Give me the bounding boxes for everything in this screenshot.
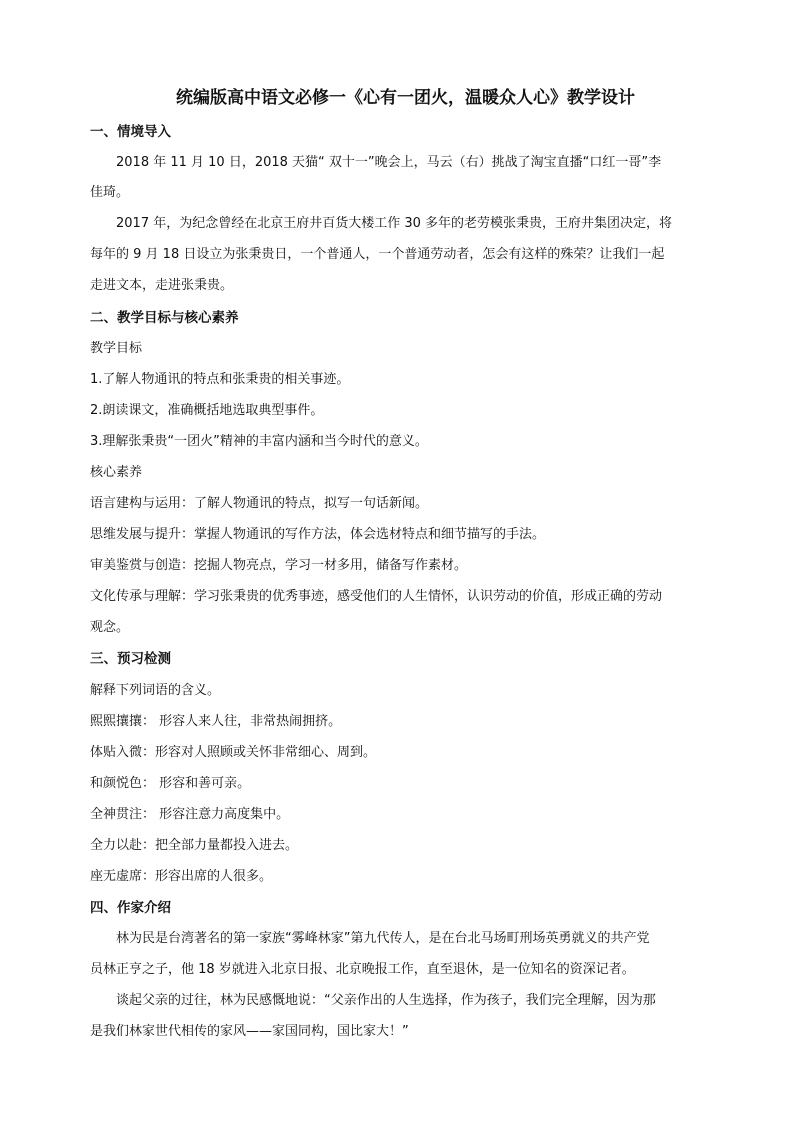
paragraph-line: 走进文本，走进张秉贵。 [90, 278, 234, 293]
subheading-teaching-goals: 教学目标 [90, 341, 143, 356]
core-item: 思维发展与提升：掌握人物通讯的写作方法，体会选材特点和细节描写的手法。 [90, 527, 546, 542]
goal-item: 1.了解人物通讯的特点和张秉贵的相关事迹。 [90, 372, 350, 387]
core-item: 审美鉴赏与创造：挖掘人物亮点，学习一材多用，储备写作素材。 [90, 558, 468, 573]
document-title: 统编版高中语文必修一《心有一团火，温暖众人心》教学设计 [176, 88, 635, 108]
vocab-item: 座无虚席：形容出席的人很多。 [90, 869, 273, 884]
paragraph-line: 佳琦。 [90, 185, 130, 200]
section-heading-goals: 二、教学目标与核心素养 [90, 310, 239, 326]
section-heading-author: 四、作家介绍 [90, 900, 171, 916]
vocab-item: 熙熙攘攘： 形容人来人往，非常热闹拥挤。 [90, 714, 342, 729]
paragraph-line: 谈起父亲的过往，林为民感慨地说：“父亲作出的人生选择，作为孩子，我们完全理解，因为那 [116, 993, 656, 1008]
paragraph-line: 员林正亨之子，他 18 岁就进入北京日报、北京晚报工作，直至退休，是一位知名的资深记者。 [90, 962, 635, 977]
vocab-item: 体贴入微：形容对人照顾或关怀非常细心、周到。 [90, 745, 377, 760]
preview-intro: 解释下列词语的含义。 [90, 683, 221, 698]
core-item: 文化传承与理解：学习张秉贵的优秀事迹，感受他们的人生情怀，认识劳动的价值，形成正确的劳动 [90, 589, 663, 604]
paragraph-line: 林为民是台湾著名的第一家族“雾峰林家”第九代传人，是在台北马场町刑场英勇就义的共产党 [116, 931, 650, 946]
paragraph-line: 每年的 9 月 18 日设立为张秉贵日，一个普通人，一个普通劳动者，怎会有这样的殊荣？让我们一起 [90, 247, 665, 262]
paragraph-line: 2018 年 11 月 10 日，2018 天猫“ 双十一”晚会上，马云（右）挑战了淘宝直播“口红一哥”李 [116, 155, 662, 170]
section-heading-situation: 一、情境导入 [90, 124, 171, 140]
section-heading-preview: 三、预习检测 [90, 651, 171, 667]
vocab-item: 和颜悦色： 形容和善可亲。 [90, 776, 251, 791]
subheading-core-literacy: 核心素养 [90, 465, 143, 480]
vocab-item: 全神贯注： 形容注意力高度集中。 [90, 807, 290, 822]
paragraph-line: 2017 年，为纪念曾经在北京王府井百货大楼工作 30 多年的老劳模张秉贵，王府井集团决定，将 [116, 216, 673, 231]
core-item-continued: 观念。 [90, 620, 130, 635]
goal-item: 3.理解张秉贵“一团火”精神的丰富内涵和当今时代的意义。 [90, 434, 428, 449]
paragraph-line: 是我们林家世代相传的家风——家国同构，国比家大！” [90, 1024, 409, 1039]
vocab-item: 全力以赴：把全部力量都投入进去。 [90, 838, 299, 853]
core-item: 语言建构与运用：了解人物通讯的特点，拟写一句话新闻。 [90, 496, 429, 511]
goal-item: 2.朗读课文，准确概括地选取典型事件。 [90, 403, 324, 418]
